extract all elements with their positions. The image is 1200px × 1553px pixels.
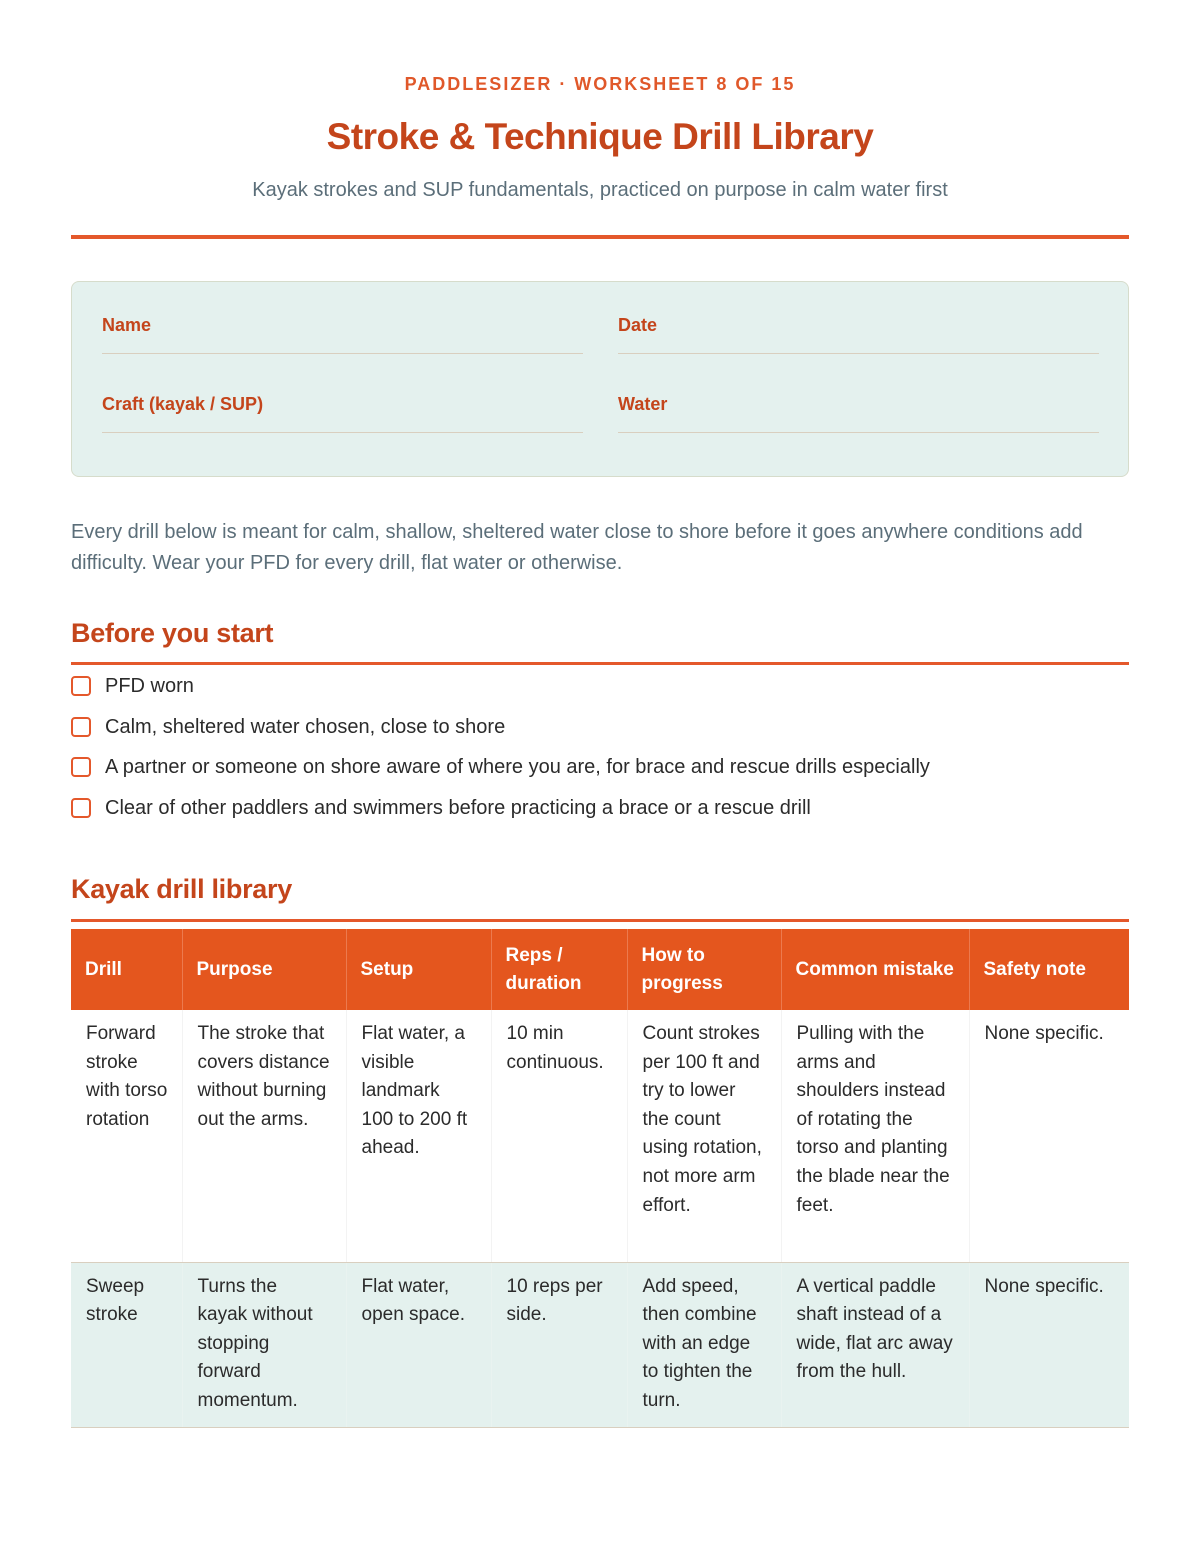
checklist-item[interactable] [71,796,1129,837]
cell-mistake: A vertical paddle shaft instead of a wide, flat arc away from the hull. [781,1262,969,1427]
page-title: Stroke & Technique Drill Library [326,116,874,157]
cell-safety: None specific. [969,1010,1129,1262]
water-label: Water [618,394,668,414]
intro-paragraph: Every drill below is meant for calm, shallow, sheltered water close to shore before it goes anywhere conditions add difficulty. Wear your PFD for every drill, flat water or otherwise. [71,521,1083,574]
checklist-item-label: PFD worn [105,675,194,697]
craft-field[interactable] [102,373,583,433]
date-label: Date [618,315,658,335]
name-field[interactable] [102,294,583,354]
checkbox[interactable] [71,676,91,696]
before-start-checklist [71,674,1129,836]
table-header-row [71,929,1129,1010]
header-divider [71,235,1129,239]
checkbox[interactable] [71,757,91,777]
date-field[interactable] [618,294,1099,354]
craft-label: Craft (kayak / SUP) [102,394,264,414]
before-start-divider [71,662,1129,665]
checklist-item-label: A partner or someone on shore aware of where you are, for brace and rescue drills especially [105,756,930,778]
checklist-item[interactable] [71,715,1129,756]
cell-progress: Count strokes per 100 ft and try to lower the count using rotation, not more arm effort. [627,1010,781,1262]
checklist-item[interactable] [71,755,1129,796]
cell-drill: Forward stroke with torso rotation [71,1010,182,1262]
name-label: Name [102,315,152,335]
checkbox[interactable] [71,717,91,737]
table-row [71,1262,1129,1427]
worksheet-eyebrow: PADDLESIZER · WORKSHEET 8 OF 15 [404,74,796,94]
cell-mistake: Pulling with the arms and shoulders instead of rotating the torso and planting the blade near the feet. [781,1010,969,1262]
checkbox[interactable] [71,798,91,818]
cell-setup: Flat water, a visible landmark 100 to 200 ft ahead. [346,1010,491,1262]
kayak-drill-table [71,929,1129,1428]
cell-purpose: The stroke that covers distance without burning out the arms. [182,1010,346,1262]
cell-purpose: Turns the kayak without stopping forward momentum. [182,1262,346,1427]
checklist-item[interactable] [71,674,1129,715]
before-start-heading: Before you start [71,618,274,648]
cell-reps: 10 reps per side. [491,1262,627,1427]
column-header-safety: Safety note [969,929,1129,1010]
page-subtitle: Kayak strokes and SUP fundamentals, practiced on purpose in calm water first [252,179,948,201]
kayak-drill-divider [71,919,1129,922]
kayak-drill-heading: Kayak drill library [71,874,292,904]
cell-setup: Flat water, open space. [346,1262,491,1427]
column-header-mistake: Common mistake [781,929,969,1010]
checklist-item-label: Calm, sheltered water chosen, close to shore [105,715,506,738]
column-header-drill: Drill [71,929,182,1010]
column-header-progress: How to progress [627,929,781,1010]
cell-progress: Add speed, then combine with an edge to tighten the turn. [627,1262,781,1427]
column-header-reps: Reps / duration [491,929,627,1010]
column-header-setup: Setup [346,929,491,1010]
checklist-item-label: Clear of other paddlers and swimmers before practicing a brace or a rescue drill [105,796,811,819]
cell-reps: 10 min continuous. [491,1010,627,1262]
column-header-purpose: Purpose [182,929,346,1010]
table-row [71,1010,1129,1262]
water-field[interactable] [618,373,1099,433]
cell-safety: None specific. [969,1262,1129,1427]
info-panel [71,281,1129,477]
cell-drill: Sweep stroke [71,1262,182,1427]
